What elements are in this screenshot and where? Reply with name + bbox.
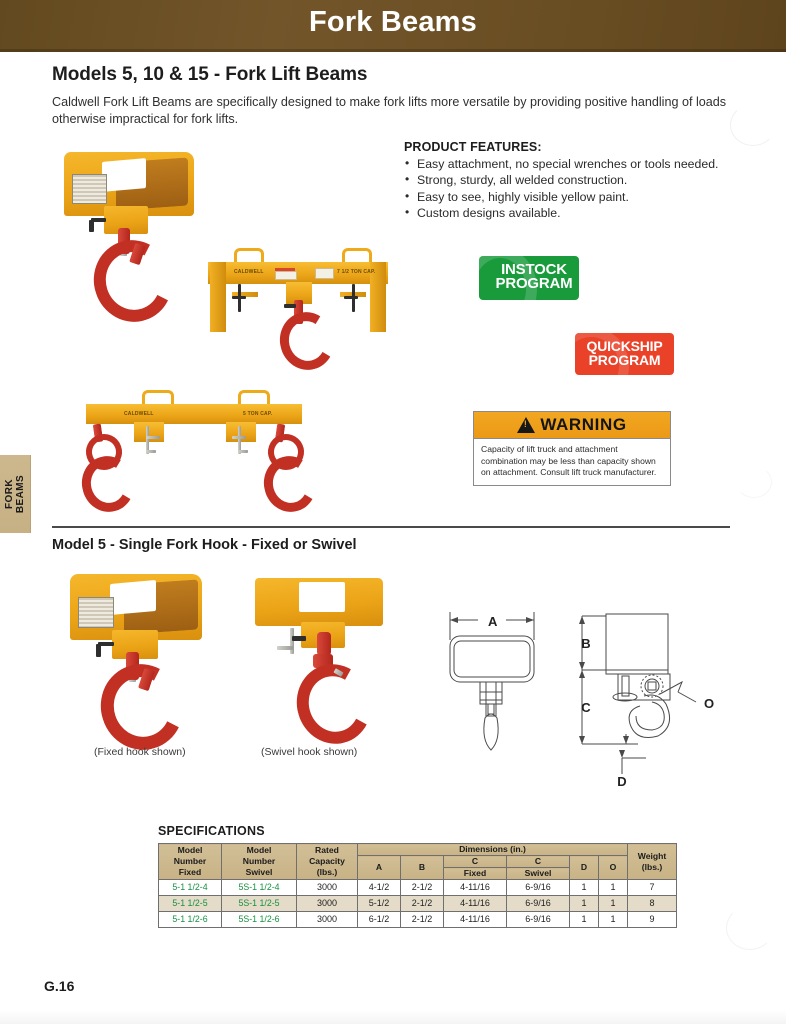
col-dim-a: A: [358, 856, 401, 880]
cell-model-swivel: 5S-1 1/2-4: [222, 880, 297, 896]
drawing-label-o: O: [704, 696, 715, 711]
cell-dim-b: 2-1/2: [401, 912, 444, 928]
photo-model-5-fixed-hook: [64, 570, 229, 740]
feature-item: • Custom designs available.: [404, 205, 734, 221]
cell-dim-o: 1: [599, 896, 628, 912]
col-dim-c-fixed: Fixed: [444, 868, 507, 880]
cell-weight: 9: [628, 912, 677, 928]
cell-dim-c-swivel: 6-9/16: [507, 896, 570, 912]
cell-weight: 8: [628, 896, 677, 912]
cell-dim-a: 5-1/2: [358, 896, 401, 912]
section-side-tab: [0, 455, 31, 533]
product-features: [404, 140, 734, 222]
feature-item: • Strong, sturdy, all welded construction.: [404, 172, 734, 188]
photo-fork-hook-fixed-top: [58, 148, 218, 313]
page-edge-shadow: [0, 1010, 786, 1024]
cell-model-fixed: 5-1 1/2-6: [159, 912, 222, 928]
cell-dim-c-fixed: 4-11/16: [444, 880, 507, 896]
col-dim-c-swivel: Swivel: [507, 868, 570, 880]
feature-item: • Easy to see, highly visible yellow paint.: [404, 189, 734, 205]
cell-weight: 7: [628, 880, 677, 896]
cell-dim-d: 1: [570, 896, 599, 912]
col-model-number-swivel: Model Number Swivel: [222, 844, 297, 880]
specifications-table-body: [159, 880, 677, 928]
col-dim-c-swivel-top: C: [507, 856, 570, 868]
col-dim-o: O: [599, 856, 628, 880]
section-divider: [52, 526, 730, 528]
side-tab-line-1: FORK: [4, 479, 15, 509]
table-row: [159, 880, 677, 896]
cell-model-fixed: 5-1 1/2-4: [159, 880, 222, 896]
side-tab-line-2: BEAMS: [15, 474, 26, 514]
quickship-badge-line-2: PROGRAM: [588, 352, 661, 368]
beam-capacity-label-2: 5 TON CAP.: [243, 411, 273, 417]
photo-model-5-swivel-hook: [249, 570, 389, 740]
instock-badge-line-2: PROGRAM: [495, 275, 573, 292]
intro-paragraph: Caldwell Fork Lift Beams are specifically designed to make fork lifts more versatile by providing positive handling of loads otherwise impractical for fork lifts.: [52, 95, 727, 126]
caption-swivel-hook: (Swivel hook shown): [261, 746, 358, 758]
side-tab-label: [4, 475, 26, 513]
drawing-label-b: B: [581, 636, 591, 651]
cell-dim-o: 1: [599, 880, 628, 896]
quickship-badge-line-1: QUICKSHIP: [586, 338, 663, 354]
cell-dim-c-swivel: 6-9/16: [507, 880, 570, 896]
scan-artifact: [736, 466, 772, 498]
drawing-label-a: A: [488, 614, 498, 629]
warning-header: [474, 412, 670, 439]
table-row: [159, 912, 677, 928]
warning-label: WARNING: [540, 415, 627, 434]
scan-artifact: [726, 906, 774, 950]
cell-dim-b: 2-1/2: [401, 896, 444, 912]
specifications-table-head: [159, 844, 677, 880]
scan-artifact: [730, 104, 776, 146]
drawing-label-d: D: [617, 774, 627, 788]
warning-triangle-icon: [517, 417, 535, 433]
caption-fixed-hook: (Fixed hook shown): [94, 746, 186, 758]
cell-model-swivel: 5S-1 1/2-5: [222, 896, 297, 912]
col-model-number-fixed: Model Number Fixed: [159, 844, 222, 880]
col-group-dimensions: Dimensions (in.): [358, 844, 628, 856]
cell-capacity: 3000: [297, 880, 358, 896]
beam-brand-label-1: CALDWELL: [234, 269, 264, 275]
drawing-side-view: [560, 598, 720, 788]
cell-model-fixed: 5-1 1/2-5: [159, 896, 222, 912]
drawing-label-c: C: [581, 700, 591, 715]
product-features-title: PRODUCT FEATURES:: [404, 140, 542, 154]
col-dim-c-fixed-top: C: [444, 856, 507, 868]
beam-brand-label-2: CALDWELL: [124, 411, 154, 417]
specifications-table: [158, 843, 677, 928]
page-header-band: [0, 0, 786, 52]
table-row: [159, 896, 677, 912]
page-title: Fork Beams: [308, 6, 477, 38]
warning-text: Capacity of lift truck and attachment combination may be less than capacity shown on attachment. Consult lift truck manufacturer.: [481, 444, 657, 478]
drawing-front-view: [444, 600, 554, 770]
product-features-list: [404, 156, 734, 222]
feature-item: • Easy attachment, no special wrenches or tools needed.: [404, 156, 734, 172]
col-weight: Weight (lbs.): [628, 844, 677, 880]
cell-dim-c-swivel: 6-9/16: [507, 912, 570, 928]
beam-capacity-label-1: 7 1/2 TON CAP.: [337, 269, 376, 275]
cell-capacity: 3000: [297, 912, 358, 928]
cell-dim-a: 6-1/2: [358, 912, 401, 928]
cell-dim-c-fixed: 4-11/16: [444, 896, 507, 912]
table-header-row-1: [159, 844, 677, 856]
cell-model-swivel: 5S-1 1/2-6: [222, 912, 297, 928]
cell-dim-c-fixed: 4-11/16: [444, 912, 507, 928]
cell-dim-d: 1: [570, 912, 599, 928]
col-rated-capacity: Rated Capacity (lbs.): [297, 844, 358, 880]
photo-fork-beam-7-5-ton: [202, 248, 394, 370]
model-5-section-title: Model 5 - Single Fork Hook - Fixed or Swivel: [52, 537, 357, 553]
models-heading: Models 5, 10 & 15 - Fork Lift Beams: [52, 64, 368, 85]
cell-dim-o: 1: [599, 912, 628, 928]
cell-dim-a: 4-1/2: [358, 880, 401, 896]
warning-box: [473, 411, 671, 486]
cell-dim-b: 2-1/2: [401, 880, 444, 896]
specifications-title: SPECIFICATIONS: [158, 824, 265, 838]
photo-fork-beam-5-ton: [80, 390, 318, 512]
instock-program-badge: [479, 256, 579, 300]
instock-badge-line-1: INSTOCK: [501, 261, 567, 278]
page-number: G.16: [44, 978, 75, 994]
cell-dim-d: 1: [570, 880, 599, 896]
col-dim-d: D: [570, 856, 599, 880]
quickship-program-badge: [575, 333, 674, 375]
cell-capacity: 3000: [297, 896, 358, 912]
col-dim-b: B: [401, 856, 444, 880]
